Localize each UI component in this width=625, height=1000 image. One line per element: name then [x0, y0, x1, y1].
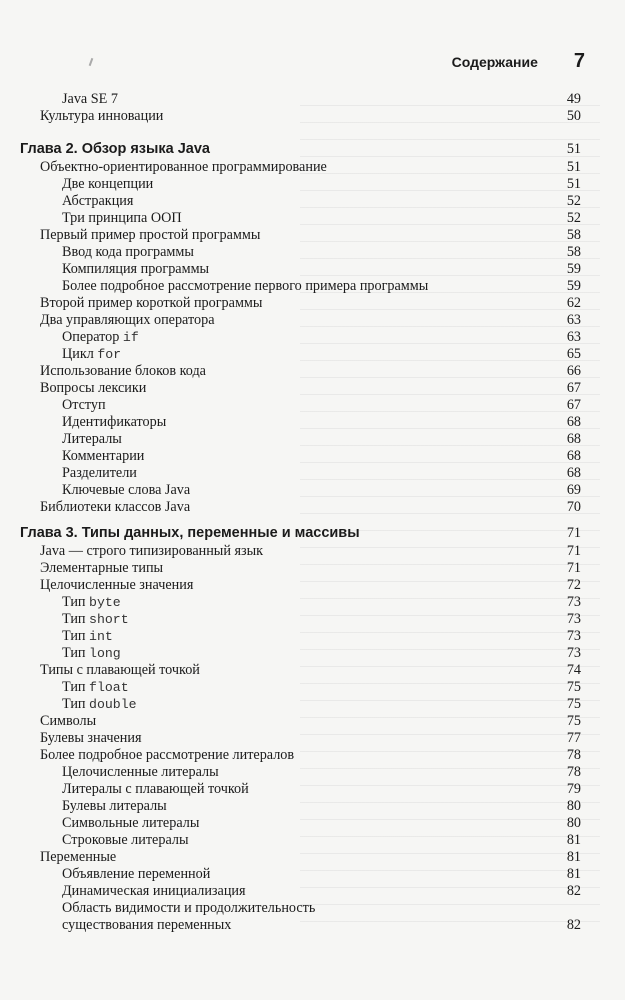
toc-page-number: 65	[566, 346, 581, 362]
toc-page-number: 51	[566, 141, 581, 157]
toc-page-number: 82	[566, 917, 581, 933]
toc-page-number: 62	[566, 295, 581, 311]
toc-entry-title	[62, 611, 129, 628]
toc-entry	[0, 917, 625, 934]
toc-entry-text: Глава 3. Типы данных, переменные и массивы	[20, 525, 360, 541]
toc-entry-text: Булевы значения	[40, 730, 142, 746]
toc-entry-text: Объектно-ориентированное программирование	[40, 159, 327, 175]
toc-page-number: 80	[566, 798, 581, 814]
toc-entry-title	[62, 261, 209, 278]
toc-entry-text: Использование блоков кода	[40, 363, 206, 379]
toc-page-number: 72	[566, 577, 581, 593]
toc-page-number: 63	[566, 312, 581, 328]
toc-entry-title	[20, 141, 210, 158]
toc-entry-text: Вопросы лексики	[40, 380, 147, 396]
toc-entry-text: Второй пример короткой программы	[40, 295, 263, 311]
toc-entry-text: Тип	[62, 611, 90, 627]
toc-page-number: 52	[566, 193, 581, 209]
toc-entry	[0, 210, 625, 227]
toc-page-number: 71	[566, 560, 581, 576]
toc-page-number: 68	[566, 414, 581, 430]
toc-entry-title	[62, 431, 122, 448]
toc-entry-title	[62, 448, 144, 465]
toc-entry-title	[40, 730, 142, 747]
toc-entry	[0, 108, 625, 125]
toc-entry-title	[62, 679, 129, 696]
toc-entry	[0, 866, 625, 883]
toc-entry	[0, 747, 625, 764]
toc-page-number: 71	[566, 543, 581, 559]
toc-entry	[0, 645, 625, 662]
toc-entry-text: Компиляция программы	[62, 261, 210, 277]
toc-entry-title	[62, 883, 246, 900]
toc-page-number: 73	[566, 594, 581, 610]
toc-entry	[0, 781, 625, 798]
toc-page-number: 75	[566, 696, 581, 712]
toc-entry-text: Библиотеки классов Java	[40, 499, 191, 515]
toc-entry	[0, 594, 625, 611]
toc-entry	[0, 499, 625, 516]
toc-entry	[0, 448, 625, 465]
toc-page-number: 63	[566, 329, 581, 345]
toc-entry-text: существования переменных	[62, 917, 232, 933]
toc-page-number: 77	[566, 730, 581, 746]
toc-entry	[0, 244, 625, 261]
toc-entry-text: Тип	[62, 645, 90, 661]
toc-page-number: 73	[566, 628, 581, 644]
toc-entry	[0, 764, 625, 781]
toc-entry-text: Цикл	[62, 346, 98, 362]
toc-entry-title	[62, 397, 106, 414]
pencil-mark	[89, 58, 94, 66]
toc-entry	[0, 900, 625, 917]
toc-entry-text: Целочисленные литералы	[62, 764, 219, 780]
toc-entry	[0, 91, 625, 108]
toc-entry-text: Литералы	[62, 431, 122, 447]
toc-entry	[0, 431, 625, 448]
toc-entry-title	[62, 594, 121, 611]
toc-entry-title	[62, 193, 133, 210]
toc-entry-title	[62, 414, 166, 431]
toc-entry-text: Ввод кода программы	[62, 244, 194, 260]
toc-page-number: 66	[566, 363, 581, 379]
toc-entry-text: Динамическая инициализация	[62, 883, 246, 899]
toc-entry-code: double	[89, 697, 137, 712]
toc-entry-title	[62, 329, 139, 346]
toc-page-number: 68	[566, 465, 581, 481]
toc-entry-title	[62, 832, 188, 849]
toc-entry-text: Область видимости и продолжительность	[62, 900, 316, 916]
toc-entry	[0, 798, 625, 815]
toc-entry	[0, 628, 625, 645]
toc-page-number: 75	[566, 713, 581, 729]
toc-page-number: 73	[566, 645, 581, 661]
toc-entry	[0, 159, 625, 176]
toc-entry-title	[40, 849, 116, 866]
toc-entry-text: Тип	[62, 594, 90, 610]
toc-entry-code: byte	[89, 595, 121, 610]
toc-entry-text: Элементарные типы	[40, 560, 164, 576]
toc-entry	[0, 380, 625, 397]
toc-entry	[0, 662, 625, 679]
toc-entry-title	[40, 747, 294, 764]
toc-entry	[0, 849, 625, 866]
toc-entry-text: Литералы с плавающей точкой	[62, 781, 249, 797]
toc-entry	[0, 832, 625, 849]
toc-entry-title	[40, 713, 96, 730]
toc-page-number: 51	[566, 159, 581, 175]
toc-entry-title	[40, 312, 215, 329]
toc-entry-text: Первый пример простой программы	[40, 227, 261, 243]
toc-entry-title	[40, 295, 262, 312]
toc-entry-text: Булевы литералы	[62, 798, 167, 814]
toc-entry-text: Целочисленные значения	[40, 577, 194, 593]
toc-entry-title	[40, 159, 327, 176]
toc-entry-title	[40, 499, 190, 516]
toc-entry-code: int	[89, 629, 113, 644]
toc-entry-text: Переменные	[40, 849, 117, 865]
toc-entry-title	[62, 465, 137, 482]
toc-entry	[0, 278, 625, 295]
toc-entry-title	[62, 764, 219, 781]
toc-entry-title	[20, 525, 360, 542]
toc-entry-text: Символьные литералы	[62, 815, 200, 831]
toc-entry-title	[62, 91, 118, 108]
toc-entry-text: Ключевые слова Java	[62, 482, 191, 498]
toc-entry-title	[40, 577, 193, 594]
toc-entry-text: Более подробное рассмотрение литералов	[40, 747, 295, 763]
toc-entry-code: long	[89, 646, 121, 661]
toc-entry	[0, 312, 625, 329]
toc-entry-text: Идентификаторы	[62, 414, 167, 430]
toc-entry	[0, 577, 625, 594]
toc-entry-text: Две концепции	[62, 176, 154, 192]
toc-entry	[0, 611, 625, 628]
toc-entry-text: Символы	[40, 713, 97, 729]
toc-entry	[0, 679, 625, 696]
toc-entry	[0, 397, 625, 414]
toc-page-number: 58	[566, 227, 581, 243]
toc-entry-text: Тип	[62, 679, 90, 695]
toc-entry	[0, 414, 625, 431]
toc-entry-text: Культура инновации	[40, 108, 164, 124]
toc-entry-text: Три принципа ООП	[62, 210, 182, 226]
toc-page-number: 51	[566, 176, 581, 192]
toc-page-number: 78	[566, 764, 581, 780]
toc-page-number: 81	[566, 866, 581, 882]
toc-entry-text: Комментарии	[62, 448, 145, 464]
toc-page-number: 59	[566, 261, 581, 277]
toc-entry-title	[62, 917, 231, 934]
toc-entry-title	[62, 244, 194, 261]
toc-page-number: 75	[566, 679, 581, 695]
toc-entry	[0, 346, 625, 363]
toc-page-number: 70	[566, 499, 581, 515]
toc-entry-title	[40, 108, 163, 125]
header-title: Содержание	[451, 54, 538, 70]
toc-entry-text: Java SE 7	[62, 91, 118, 107]
toc-entry-text: Java — строго типизированный язык	[40, 543, 264, 559]
toc-entry-title	[40, 380, 146, 397]
toc-entry-text: Тип	[62, 696, 90, 712]
toc-entry	[0, 176, 625, 193]
toc-entry-title	[62, 210, 182, 227]
toc-entry	[0, 227, 625, 244]
toc-entry-title	[62, 696, 137, 713]
toc-entry-code: float	[89, 680, 129, 695]
toc-entry-text: Тип	[62, 628, 90, 644]
toc-entry-title	[40, 662, 200, 679]
toc-page-number: 68	[566, 448, 581, 464]
toc-page-number: 74	[566, 662, 581, 678]
toc-entry-code: short	[89, 612, 129, 627]
toc-entry-title	[62, 278, 428, 295]
toc-entry	[0, 329, 625, 346]
toc-entry	[0, 815, 625, 832]
toc-entry-text: Строковые литералы	[62, 832, 189, 848]
toc-entry	[0, 193, 625, 210]
toc-entry	[0, 295, 625, 312]
toc-entry-title	[62, 628, 113, 645]
toc-page-number: 78	[566, 747, 581, 763]
toc-entry-title	[40, 560, 163, 577]
toc-page-number: 81	[566, 832, 581, 848]
toc-page-number: 59	[566, 278, 581, 294]
toc-entry-title	[62, 815, 199, 832]
toc-entry-text: Отступ	[62, 397, 106, 413]
toc-page-number: 50	[566, 108, 581, 124]
toc-page-number: 58	[566, 244, 581, 260]
toc-entry	[0, 730, 625, 747]
toc-entry-text: Абстракция	[62, 193, 134, 209]
toc-page-number: 71	[566, 525, 581, 541]
toc-entry-code: for	[97, 347, 122, 362]
toc-entry	[0, 713, 625, 730]
toc-entry	[0, 363, 625, 380]
toc-page-number: 69	[566, 482, 581, 498]
toc-entry-code: if	[122, 330, 139, 345]
toc-chapter	[0, 141, 625, 158]
toc-page-number: 82	[566, 883, 581, 899]
toc-entry-text: Разделители	[62, 465, 137, 481]
toc-page-number: 81	[566, 849, 581, 865]
toc-entry	[0, 543, 625, 560]
toc-page-number: 67	[566, 397, 581, 413]
toc-entry-title	[62, 798, 167, 815]
toc-entry-text: Два управляющих оператора	[40, 312, 215, 328]
toc-entry-title	[40, 363, 206, 380]
toc-entry-title	[62, 346, 121, 363]
toc-entry-text: Типы с плавающей точкой	[40, 662, 200, 678]
toc-entry-text: Глава 2. Обзор языка Java	[20, 141, 211, 157]
toc-entry	[0, 883, 625, 900]
toc-page-number: 52	[566, 210, 581, 226]
toc-page-number: 49	[566, 91, 581, 107]
toc-entry	[0, 560, 625, 577]
toc-page-number: 68	[566, 431, 581, 447]
toc-entry-text: Более подробное рассмотрение первого примера программы	[62, 278, 429, 294]
toc-entry-title	[62, 482, 190, 499]
toc-page-number: 67	[566, 380, 581, 396]
toc-entry-title	[62, 866, 210, 883]
toc-entry-title	[62, 176, 153, 193]
toc-entry-title	[62, 781, 249, 798]
running-header	[452, 50, 585, 73]
toc-entry-text: Оператор	[62, 329, 123, 345]
toc-entry	[0, 261, 625, 278]
toc-entry	[0, 482, 625, 499]
toc-entry-title	[62, 645, 121, 662]
toc-page-number: 79	[566, 781, 581, 797]
toc-entry	[0, 465, 625, 482]
toc-entry-title	[40, 227, 260, 244]
toc-chapter	[0, 525, 625, 542]
toc-entry-title	[62, 900, 315, 917]
toc-entry-title	[40, 543, 263, 560]
toc-entry	[0, 696, 625, 713]
toc-page-number: 80	[566, 815, 581, 831]
page-number: 7	[573, 50, 585, 72]
toc-entry-text: Объявление переменной	[62, 866, 211, 882]
toc-page-number: 73	[566, 611, 581, 627]
